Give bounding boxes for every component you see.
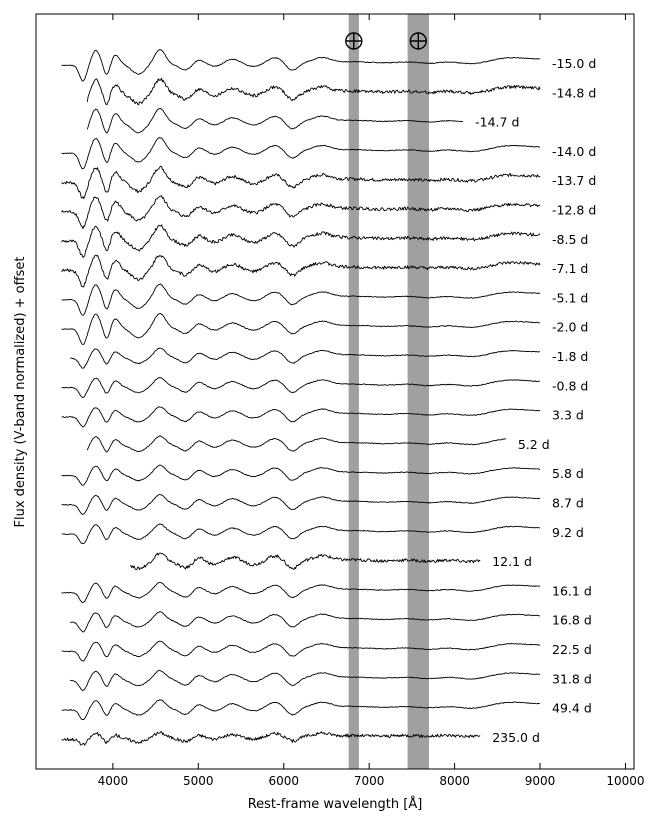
epoch-label: 12.1 d	[492, 554, 532, 570]
telluric-bands	[346, 14, 429, 769]
epoch-label: 16.1 d	[552, 583, 592, 599]
epoch-label: 22.5 d	[552, 642, 592, 657]
epoch-label: -14.7 d	[475, 114, 520, 130]
epoch-label: 9.2 d	[552, 524, 584, 540]
spectrum-line	[70, 348, 540, 368]
epoch-labels	[475, 56, 596, 745]
epoch-label: -8.5 d	[552, 231, 589, 247]
spectrum-line	[70, 612, 540, 632]
spectrum-line	[62, 700, 540, 720]
spectrum-line	[62, 313, 540, 344]
x-tick-label: 6000	[268, 774, 300, 788]
y-axis-label: Flux density (V-band normalized) + offset	[13, 256, 28, 528]
x-tick-label: 4000	[97, 774, 129, 788]
spectrum-line	[62, 494, 540, 514]
epoch-label: -15.0 d	[552, 56, 597, 71]
spectra-series	[62, 50, 540, 746]
spectrum-line	[62, 582, 540, 602]
epoch-label: -5.1 d	[552, 290, 589, 306]
epoch-label: -13.7 d	[552, 173, 597, 189]
epoch-label: -7.1 d	[552, 261, 589, 277]
spectrum-line	[62, 378, 540, 398]
spectrum-line	[62, 641, 540, 661]
epoch-label: -14.8 d	[552, 85, 597, 101]
spectrum-line	[87, 78, 540, 105]
telluric-band-1	[408, 14, 429, 769]
spectrum-line	[87, 436, 506, 452]
spectrum-line	[62, 166, 540, 199]
spectrum-line	[62, 284, 540, 315]
epoch-label: -14.0 d	[552, 143, 597, 159]
spectrum-line	[62, 138, 540, 169]
epoch-label: 5.2 d	[517, 436, 550, 452]
plot-frame	[36, 14, 634, 769]
epoch-label: 49.4 d	[552, 700, 592, 716]
epoch-label: -12.8 d	[552, 202, 597, 218]
spectrum-line	[62, 255, 540, 287]
spectrum-line	[70, 670, 540, 690]
epoch-label: 31.8 d	[552, 671, 592, 687]
spectrum-line	[62, 524, 540, 544]
epoch-label: 16.8 d	[552, 612, 592, 628]
spectrum-line	[62, 465, 540, 485]
spectrum-line	[87, 108, 463, 133]
epoch-label: -1.8 d	[552, 349, 589, 364]
x-tick-label: 10000	[606, 774, 645, 788]
x-tick-label: 8000	[439, 774, 470, 788]
epoch-label: 5.8 d	[552, 466, 584, 482]
telluric-band-0	[349, 14, 359, 769]
spectrum-line	[62, 407, 540, 427]
spectrum-line	[62, 225, 540, 258]
x-tick-label: 5000	[183, 774, 214, 788]
epoch-label: -0.8 d	[552, 378, 589, 394]
epoch-label: 3.3 d	[552, 407, 584, 423]
spectrum-line	[62, 196, 540, 229]
x-tick-label: 9000	[524, 774, 556, 788]
epoch-label: 235.0 d	[492, 729, 540, 745]
epoch-label: 8.7 d	[552, 495, 584, 511]
x-axis-label: Rest-frame wavelength [Å]	[247, 797, 423, 812]
epoch-label: -2.0 d	[552, 319, 589, 335]
spectrum-line	[62, 50, 540, 82]
x-tick-label: 7000	[353, 774, 385, 788]
